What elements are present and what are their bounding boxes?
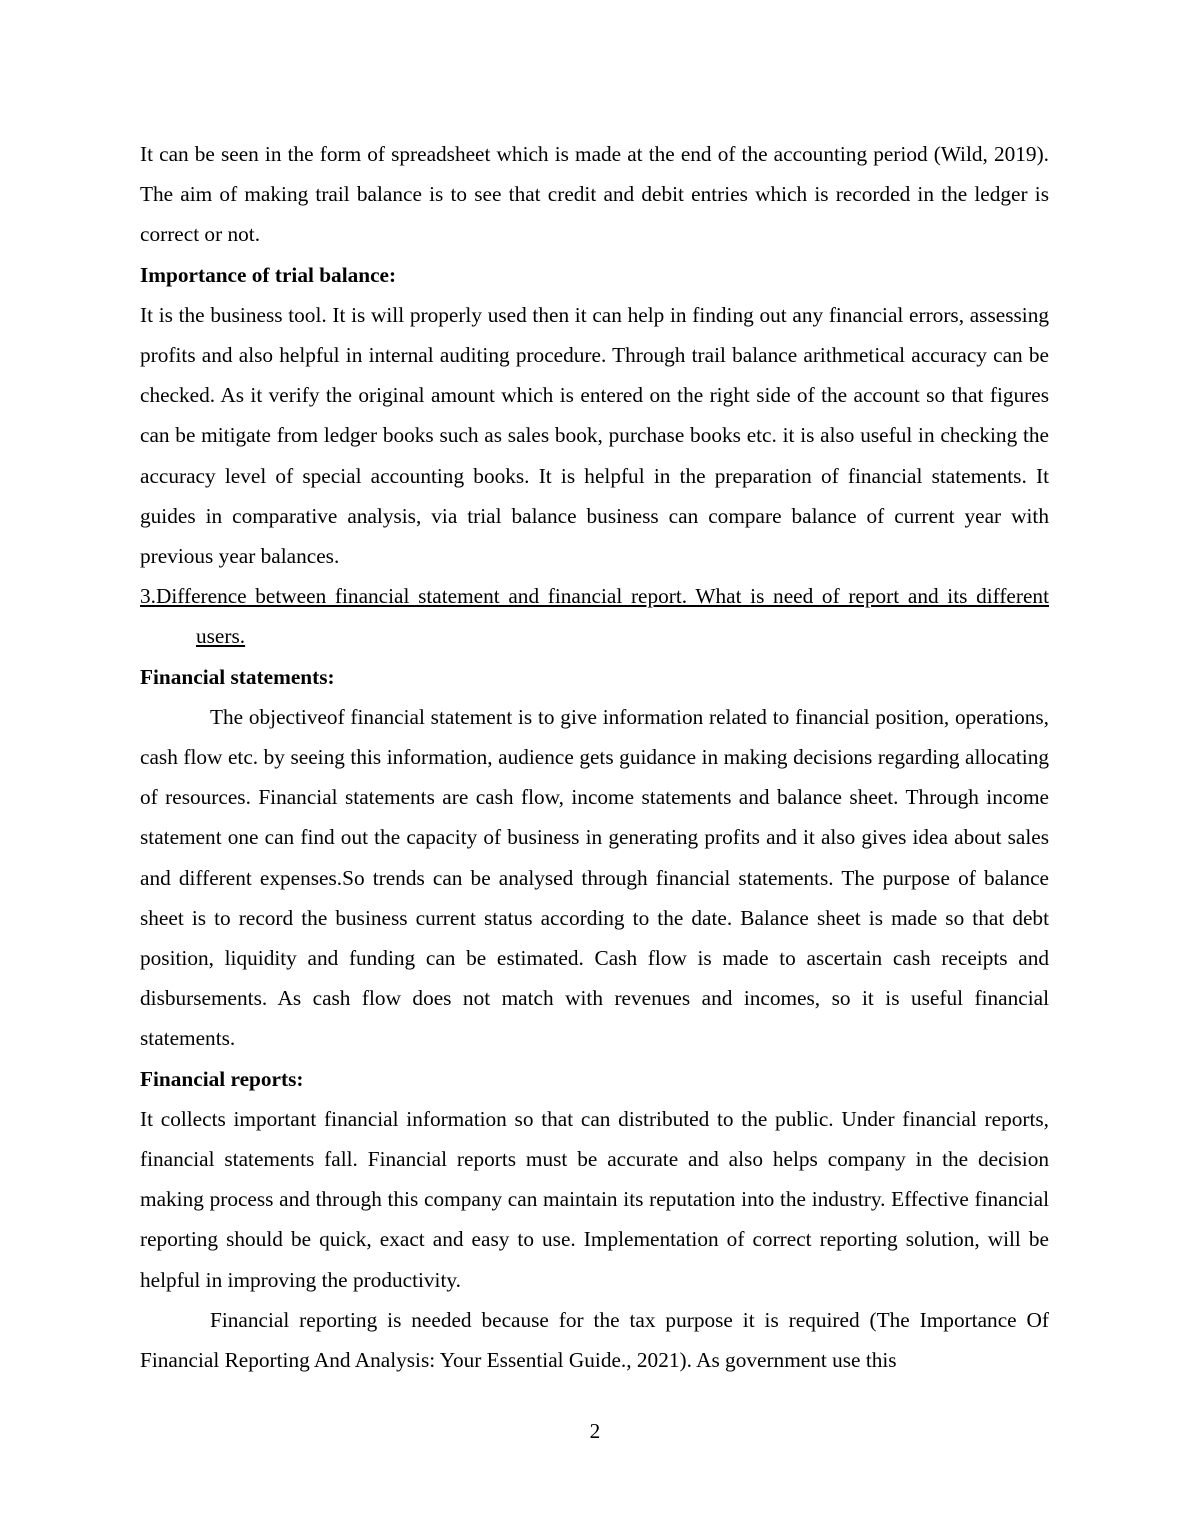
paragraph-financial-reporting-need: Financial reporting is needed because for the tax purpose it is required (The Importance Of Financial Reporting And Analysis: Your Essential Guide., 2021). As government use this	[140, 1307, 1049, 1373]
section-title-difference: 3.Difference between financial statement and financial report. What is need of report and its different users.	[140, 584, 1049, 649]
heading-financial-reports: Financial reports:	[140, 1066, 304, 1091]
heading-financial-statements: Financial statements:	[140, 664, 335, 689]
heading-importance-of-trial-balance: Importance of trial balance:	[140, 262, 397, 287]
paragraph-financial-statements: The objectiveof financial statement is to give information related to financial position, operations, cash flow etc. by seeing this information, audience gets guidance in making decisions regarding allocating of resources. Financial statements are cash flow, income statements and balance sheet. Through income statement one can find out the capacity of business in generating profits and it also gives idea about sales and different expenses.So trends can be analysed through financial statements. The purpose of balance sheet is to record the business current status according to the date. Balance sheet is made so that debt position, liquidity and funding can be estimated. Cash flow is made to ascertain cash receipts and disbursements. As cash flow does not match with revenues and incomes, so it is useful financial statements.	[140, 704, 1049, 1051]
document-body	[140, 134, 1049, 1380]
paragraph-importance-of-trial-balance: It is the business tool. It is will properly used then it can help in finding out any financial errors, assessing profits and also helpful in internal auditing procedure. Through trail balance arithmetical accuracy can be checked. As it verify the original amount which is entered on the right side of the account so that figures can be mitigate from ledger books such as sales book, purchase books etc. it is also useful in checking the accuracy level of special accounting books. It is helpful in the preparation of financial statements. It guides in comparative analysis, via trial balance business can compare balance of current year with previous year balances.	[140, 302, 1049, 569]
paragraph-financial-reports: It collects important financial information so that can distributed to the public. Under financial reports, financial statements fall. Financial reports must be accurate and also helps company in the decision making process and through this company can maintain its reputation into the industry. Effective financial reporting should be quick, exact and easy to use. Implementation of correct reporting solution, will be helpful in improving the productivity.	[140, 1106, 1049, 1292]
paragraph-trial-balance-intro: It can be seen in the form of spreadsheet which is made at the end of the accounting period (Wild, 2019). The aim of making trail balance is to see that credit and debit entries which is recorded in the ledger is correct or not.	[140, 142, 1049, 247]
page-number: 2	[589, 1419, 601, 1443]
